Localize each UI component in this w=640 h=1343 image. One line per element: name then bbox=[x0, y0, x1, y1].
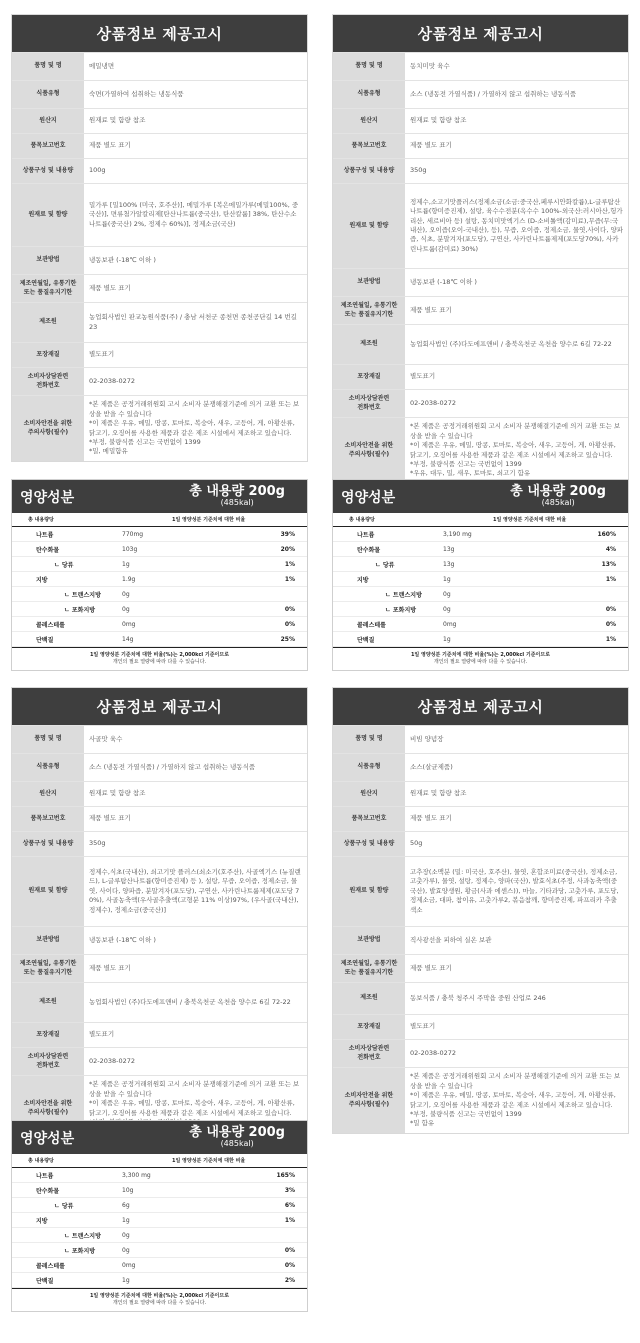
nutrient-name: 콜레스테롤 bbox=[36, 1262, 65, 1270]
total-amount: 총 내용량 200g bbox=[189, 1124, 285, 1140]
info-row-content bbox=[333, 831, 628, 856]
info-label-date: 제조연월일, 유통기한 또는 품질유지기한 bbox=[333, 955, 405, 982]
info-row-date bbox=[333, 954, 628, 982]
info-label-type: 식품유형 bbox=[333, 81, 405, 108]
info-value-packaging: 별도표기 bbox=[410, 1022, 436, 1031]
info-row-phone bbox=[12, 367, 307, 395]
nutrition-row bbox=[333, 542, 628, 557]
info-label-origin: 원산지 bbox=[333, 109, 405, 133]
info-value-storage: 냉동보관 (-18℃ 이하 ) bbox=[89, 255, 156, 264]
footnote-line-2: 개인의 필요 열량에 따라 다를 수 있습니다. bbox=[112, 1300, 207, 1306]
nutrition-row bbox=[12, 572, 307, 587]
nutrient-amount: 0g bbox=[443, 605, 451, 613]
info-row-phone bbox=[12, 1047, 307, 1075]
info-label-storage: 보관방법 bbox=[333, 927, 405, 954]
nutrition-total bbox=[189, 485, 299, 508]
info-label-name: 품명 및 명 bbox=[333, 726, 405, 753]
info-row-phone bbox=[333, 389, 628, 417]
info-label-report: 품목보고번호 bbox=[333, 807, 405, 831]
info-label-type: 식품유형 bbox=[12, 754, 84, 781]
info-row-origin bbox=[12, 781, 307, 806]
nutrient-name: ㄴ 포화지방 bbox=[64, 1247, 96, 1255]
info-value-type: 소스(살균제품) bbox=[410, 762, 453, 771]
info-row-packaging bbox=[333, 1014, 628, 1039]
info-label-name: 품명 및 명 bbox=[12, 53, 84, 80]
nutrition-row bbox=[12, 617, 307, 632]
info-value-ingredients: 밀가루 [밀100% (미국, 호주산)], 메밀가루 [복은메밀가루(메밀100%, 중국산)], 면류첨가알칼리제[탄산나트륨(중국산), 탄산칼륨] 38%, 탄산수소나트륨(중국산) 2%, 정제수 60%)], 정제소금(국산) bbox=[89, 200, 299, 228]
nutrient-amount: 0g bbox=[443, 590, 451, 598]
nutrient-amount: 0g bbox=[122, 605, 130, 613]
nutrition-row bbox=[333, 632, 628, 647]
nutrient-percent: 4% bbox=[605, 545, 616, 553]
info-value-name: 비빔 양념장 bbox=[410, 734, 444, 743]
nutrient-percent: 0% bbox=[605, 605, 616, 613]
nutrition-subheader bbox=[12, 1154, 307, 1168]
nutrient-name: ㄴ 당류 bbox=[375, 561, 395, 569]
nutrient-amount: 1g bbox=[443, 575, 451, 583]
info-row-caution bbox=[333, 1067, 628, 1133]
info-row-ingredients bbox=[333, 856, 628, 926]
info-label-name: 품명 및 명 bbox=[333, 53, 405, 80]
info-row-type bbox=[12, 753, 307, 781]
total-kcal: (485kal) bbox=[220, 1139, 254, 1149]
info-value-packaging: 별도표기 bbox=[410, 372, 436, 381]
nutrient-percent: 2% bbox=[284, 1276, 295, 1284]
footnote-line-2: 개인의 필요 열량에 따라 다를 수 있습니다. bbox=[112, 659, 207, 665]
info-value-origin: 원재료 및 함량 참조 bbox=[89, 116, 146, 125]
nutrient-amount: 103g bbox=[122, 545, 138, 553]
panel-title: 상품정보 제공고시 bbox=[333, 688, 628, 725]
info-value-name: 동치미맛 육수 bbox=[410, 61, 450, 70]
info-row-name bbox=[12, 725, 307, 753]
info-row-maker bbox=[333, 982, 628, 1014]
nutrient-percent: 25% bbox=[280, 635, 295, 643]
info-label-phone: 소비자상담관련 전화번호 bbox=[12, 1048, 84, 1075]
nutrient-amount: 770mg bbox=[122, 530, 144, 538]
nutrient-amount: 0g bbox=[122, 1246, 130, 1254]
info-row-maker bbox=[12, 982, 307, 1022]
nutrient-name: 나트륨 bbox=[36, 1172, 54, 1180]
info-label-content: 상품구성 및 내용량 bbox=[333, 159, 405, 183]
nutrition-row bbox=[12, 1258, 307, 1273]
nutrition-header bbox=[12, 1121, 307, 1154]
panel-title: 상품정보 제공고시 bbox=[12, 15, 307, 52]
footnote-line-1: 1일 영양성분 기준치에 대한 비율(%)는 2,000kcl 기준이므로 bbox=[89, 652, 230, 658]
nutrient-percent: 1% bbox=[605, 635, 616, 643]
nutrition-row bbox=[12, 1228, 307, 1243]
info-row-report bbox=[333, 806, 628, 831]
info-label-maker: 제조원 bbox=[333, 325, 405, 364]
nutrition-header bbox=[333, 480, 628, 513]
nutrition-panel-2 bbox=[332, 479, 629, 671]
info-value-content: 100g bbox=[89, 166, 106, 175]
info-row-origin bbox=[333, 781, 628, 806]
info-label-phone: 소비자상담관련 전화번호 bbox=[333, 1040, 405, 1067]
nutrient-percent: 160% bbox=[597, 530, 616, 538]
nutrient-name: 단백질 bbox=[357, 636, 375, 644]
info-row-phone bbox=[333, 1039, 628, 1067]
info-value-name: 메밀냉면 bbox=[89, 61, 115, 70]
info-panel-3 bbox=[11, 687, 308, 1142]
nutrient-name: ㄴ 당류 bbox=[54, 1202, 74, 1210]
nutrient-name: ㄴ 포화지방 bbox=[64, 606, 96, 614]
info-row-report bbox=[12, 133, 307, 158]
info-label-caution: 소비자안전을 위한 주의사항(필수) bbox=[12, 1076, 84, 1141]
info-label-packaging: 포장재질 bbox=[12, 1023, 84, 1047]
nutrient-percent: 1% bbox=[605, 575, 616, 583]
info-row-storage bbox=[333, 926, 628, 954]
info-value-storage: 직사광선을 피하여 실온 보관 bbox=[410, 935, 492, 944]
nutrition-total bbox=[189, 1126, 299, 1149]
info-label-origin: 원산지 bbox=[333, 782, 405, 806]
nutrition-row bbox=[12, 587, 307, 602]
info-value-content: 350g bbox=[89, 839, 106, 848]
nutrient-amount: 1.9g bbox=[122, 575, 136, 583]
panel-title: 상품정보 제공고시 bbox=[333, 15, 628, 52]
info-label-date: 제조연월일, 유통기한 또는 품질유지기한 bbox=[12, 275, 84, 302]
footnote-line-2: 개인의 필요 열량에 따라 다를 수 있습니다. bbox=[433, 659, 528, 665]
info-value-origin: 원재료 및 함량 참조 bbox=[89, 789, 146, 798]
nutrient-name: ㄴ 당류 bbox=[54, 561, 74, 569]
info-label-storage: 보관방법 bbox=[12, 247, 84, 274]
nutrition-row bbox=[333, 587, 628, 602]
info-row-report bbox=[333, 133, 628, 158]
info-value-content: 50g bbox=[410, 839, 423, 848]
nutrition-row bbox=[12, 1198, 307, 1213]
nutrient-name: 단백질 bbox=[36, 1277, 54, 1285]
nutrition-row bbox=[12, 1183, 307, 1198]
info-panel-4 bbox=[332, 687, 629, 1134]
info-value-storage: 냉동보관 (-18℃ 이하 ) bbox=[89, 935, 156, 944]
info-row-content bbox=[12, 158, 307, 183]
info-label-ingredients: 원재료 및 함량 bbox=[12, 184, 84, 246]
info-label-date: 제조연월일, 유통기한 또는 품질유지기한 bbox=[333, 297, 405, 324]
info-value-phone: 02-2038-0272 bbox=[89, 376, 136, 385]
nutrition-row bbox=[12, 1213, 307, 1228]
total-kcal: (485kal) bbox=[220, 498, 254, 508]
col-per-total: 총 내용량당 bbox=[28, 517, 54, 523]
info-row-ingredients bbox=[333, 183, 628, 268]
nutrition-subheader bbox=[333, 513, 628, 527]
info-label-phone: 소비자상담관련 전화번호 bbox=[333, 390, 405, 417]
nutrient-amount: 1g bbox=[443, 635, 451, 643]
nutrition-title: 영양성분 bbox=[20, 489, 75, 506]
nutrition-panel-1 bbox=[11, 479, 308, 671]
info-label-caution: 소비자안전을 위한 주의사항(필수) bbox=[333, 1068, 405, 1133]
nutrient-amount: 6g bbox=[122, 1201, 130, 1209]
nutrient-name: 탄수화물 bbox=[357, 546, 381, 554]
nutrient-amount: 1g bbox=[122, 560, 130, 568]
info-label-caution: 소비자안전을 위한 주의사항(필수) bbox=[333, 418, 405, 483]
info-row-ingredients bbox=[12, 183, 307, 246]
col-daily-ratio: 1일 영양성분 기준치에 대한 비율 bbox=[493, 517, 567, 523]
nutrient-name: 나트륨 bbox=[357, 531, 375, 539]
nutrition-row bbox=[333, 602, 628, 617]
info-row-origin bbox=[333, 108, 628, 133]
nutrient-percent: 0% bbox=[284, 1261, 295, 1269]
info-label-date: 제조연월일, 유통기한 또는 품질유지기한 bbox=[12, 955, 84, 982]
nutrition-title: 영양성분 bbox=[20, 1130, 75, 1147]
info-label-maker: 제조원 bbox=[333, 983, 405, 1014]
nutrient-name: 탄수화물 bbox=[36, 546, 60, 554]
nutrient-name: ㄴ 트랜스지방 bbox=[385, 591, 422, 599]
info-row-packaging bbox=[12, 1022, 307, 1047]
info-row-storage bbox=[12, 246, 307, 274]
info-value-maker: 농업회사법인 (주)다도에프앤비 / 충북옥천군 옥천읍 양수로 6길 72-22 bbox=[89, 997, 291, 1006]
info-label-ingredients: 원재료 및 함량 bbox=[333, 184, 405, 268]
info-value-name: 사골맛 육수 bbox=[89, 734, 123, 743]
nutrition-row bbox=[12, 1243, 307, 1258]
nutrient-percent: 1% bbox=[284, 560, 295, 568]
nutrient-percent: 165% bbox=[276, 1171, 295, 1179]
info-value-type: 소스 (냉동전 가열식품) / 가열하지 않고 섭취하는 냉동식품 bbox=[89, 762, 256, 771]
info-value-ingredients: 정제수,식초(국내산), 쇠고기맛 플러스(쇠소기(호주산), 사골엑기스 (뉴질랜드), L-글루탐산나트륨(향미증진제) 등 ), 설탕, 무즙, 오이즙, 정제소금, 물엿, 사이다, 양파즙, 분말겨자(포도당), 구연산, 사카린나트륨제제(포도당 70%), 사골농축액(우사골추출액(고형분 11% 이상)97%, (우사골(국내산), 정제수), 정제소금(중국산)] bbox=[89, 867, 301, 914]
info-row-caution bbox=[333, 417, 628, 483]
info-value-date: 제품 별도 표기 bbox=[410, 305, 452, 314]
nutrient-name: 나트륨 bbox=[36, 531, 54, 539]
nutrition-row bbox=[12, 527, 307, 542]
info-row-report bbox=[12, 806, 307, 831]
info-label-origin: 원산지 bbox=[12, 109, 84, 133]
info-value-report: 제품 별도 표기 bbox=[410, 141, 452, 150]
nutrition-row bbox=[12, 632, 307, 647]
info-row-packaging bbox=[333, 364, 628, 389]
nutrition-total bbox=[510, 485, 620, 508]
nutrition-row bbox=[333, 527, 628, 542]
info-value-phone: 02-2038-0272 bbox=[89, 1056, 136, 1065]
info-row-ingredients bbox=[12, 856, 307, 926]
info-row-caution bbox=[12, 395, 307, 461]
info-value-packaging: 별도표기 bbox=[89, 350, 115, 359]
nutrient-amount: 0g bbox=[122, 1231, 130, 1239]
info-row-date bbox=[12, 274, 307, 302]
info-panel-2 bbox=[332, 14, 629, 484]
nutrient-amount: 14g bbox=[122, 635, 134, 643]
info-label-maker: 제조원 bbox=[12, 303, 84, 342]
info-value-phone: 02-2038-0272 bbox=[410, 1048, 457, 1057]
nutrition-row bbox=[12, 1168, 307, 1183]
nutrient-name: 콜레스테롤 bbox=[36, 621, 65, 629]
info-value-date: 제품 별도 표기 bbox=[410, 963, 452, 972]
info-label-report: 품목보고번호 bbox=[333, 134, 405, 158]
footnote-line-1: 1일 영양성분 기준치에 대한 비율(%)는 2,000kcl 기준이므로 bbox=[89, 1293, 230, 1299]
info-row-type bbox=[333, 753, 628, 781]
info-label-report: 품목보고번호 bbox=[12, 807, 84, 831]
total-amount: 총 내용량 200g bbox=[189, 483, 285, 499]
info-value-caution: *본 제품은 공정거래위원회 고시 소비자 분쟁해결기준에 의거 교환 또는 보상을 받을 수 있습니다 *이 제품은 우유, 메밀, 땅콩, 토마토, 복숭아, 새우, 고등어, 게, 아황산류, 닭고기, 오징어를 사용한 제품과 같은 제조 시설에서 제조하고 있습니다. *부정, 불량식품 신고는 국번없이 1399 *밀, 메밀함유 bbox=[89, 400, 300, 456]
nutrient-amount: 13g bbox=[443, 545, 455, 553]
nutrient-percent: 1% bbox=[284, 1216, 295, 1224]
total-amount: 총 내용량 200g bbox=[510, 483, 606, 499]
info-row-name bbox=[12, 52, 307, 80]
info-label-origin: 원산지 bbox=[12, 782, 84, 806]
info-row-name bbox=[333, 725, 628, 753]
nutrient-name: 지방 bbox=[36, 576, 48, 584]
info-row-storage bbox=[12, 926, 307, 954]
col-daily-ratio: 1일 영양성분 기준치에 대한 비율 bbox=[172, 1158, 246, 1164]
info-label-ingredients: 원재료 및 함량 bbox=[333, 857, 405, 926]
nutrient-amount: 0mg bbox=[122, 620, 136, 628]
info-row-date bbox=[333, 296, 628, 324]
nutrient-amount: 0g bbox=[122, 590, 130, 598]
nutrition-row bbox=[333, 557, 628, 572]
info-value-origin: 원재료 및 함량 참조 bbox=[410, 116, 467, 125]
info-value-maker: 농업회사법인 (주)다도에프앤비 / 충북옥천군 옥천읍 양수로 6길 72-22 bbox=[410, 339, 612, 348]
info-value-phone: 02-2038-0272 bbox=[410, 398, 457, 407]
nutrient-percent: 13% bbox=[601, 560, 616, 568]
nutrient-name: ㄴ 트랜스지방 bbox=[64, 1232, 101, 1240]
info-row-date bbox=[12, 954, 307, 982]
nutrition-row bbox=[12, 602, 307, 617]
info-value-caution: *본 제품은 공정거래위원회 고시 소비자 분쟁해결기준에 의거 교환 또는 보상을 받을 수 있습니다 *이 제품은 우유, 메밀, 땅콩, 토마토, 복숭아, 새우, 고등어, 게, 아황산류, 닭고기, 오징어를 사용한 제품과 같은 제조 시설에서 제조하고 있습니다. *부정, 불량식품 신고는 국번없이 1399 *우유, 대두, 밀, 새우, 토마토, 쇠고기 함유 bbox=[410, 422, 621, 478]
info-value-type: 숙면(가열하여 섭취하는 냉동식품 bbox=[89, 89, 184, 98]
panel-title: 상품정보 제공고시 bbox=[12, 688, 307, 725]
info-value-storage: 냉동보관 (-18℃ 이하 ) bbox=[410, 277, 477, 286]
info-label-type: 식품유형 bbox=[12, 81, 84, 108]
nutrient-amount: 0mg bbox=[122, 1261, 136, 1269]
nutrient-amount: 3,190 mg bbox=[443, 530, 472, 538]
nutrient-percent: 0% bbox=[605, 620, 616, 628]
col-daily-ratio: 1일 영양성분 기준치에 대한 비율 bbox=[172, 517, 246, 523]
nutrient-amount: 0mg bbox=[443, 620, 457, 628]
info-label-maker: 제조원 bbox=[12, 983, 84, 1022]
info-label-packaging: 포장재질 bbox=[333, 365, 405, 389]
info-value-date: 제품 별도 표기 bbox=[89, 283, 131, 292]
nutrient-name: 지방 bbox=[357, 576, 369, 584]
info-label-name: 품명 및 명 bbox=[12, 726, 84, 753]
info-value-caution: *본 제품은 공정거래위원회 고시 소비자 분쟁해결기준에 의거 교환 또는 보상을 받을 수 있습니다 *이 제품은 우유, 메밀, 땅콩, 토마토, 복숭아, 새우, 고등어, 게, 아황산류, 닭고기, 오징어를 사용한 제품과 같은 제조 시설에서 제조하고 있습니다. *부정, 불량식품 신고는 국번없이 1399 *밀 함유 bbox=[410, 1072, 621, 1128]
info-label-content: 상품구성 및 내용량 bbox=[12, 159, 84, 183]
col-per-total: 총 내용량당 bbox=[28, 1158, 54, 1164]
nutrition-panel-3 bbox=[11, 1120, 308, 1312]
info-value-origin: 원재료 및 함량 참조 bbox=[410, 789, 467, 798]
nutrient-amount: 1g bbox=[122, 1276, 130, 1284]
nutrition-row bbox=[12, 542, 307, 557]
info-value-report: 제품 별도 표기 bbox=[410, 814, 452, 823]
info-row-packaging bbox=[12, 342, 307, 367]
info-value-packaging: 별도표기 bbox=[89, 1030, 115, 1039]
footnote-line-1: 1일 영양성분 기준치에 대한 비율(%)는 2,000kcl 기준이므로 bbox=[410, 652, 551, 658]
info-label-type: 식품유형 bbox=[333, 754, 405, 781]
info-value-ingredients: 고추장(소맥분 (밀: 미국산, 호주산), 물엿, 혼합조미료(중국산), 정제소금, 고춧가루), 물엿, 설탕, 정제수, 양파(국산), 발효식초(주정, 사과농축액(중국산), 발효양생원, 황금(사과 에센스)), 마늘, 기타과당, 고춧가루, 포도당, 정제소금, 대파, 참이유, 고춧가루2, 볶음참깨, 향미증진제, 파프리카 추출색소 bbox=[410, 867, 619, 914]
info-label-phone: 소비자상담관련 전화번호 bbox=[12, 368, 84, 395]
info-row-storage bbox=[333, 268, 628, 296]
info-row-maker bbox=[333, 324, 628, 364]
nutrition-header bbox=[12, 480, 307, 513]
nutrient-name: 콜레스테롤 bbox=[357, 621, 386, 629]
info-label-packaging: 포장재질 bbox=[333, 1015, 405, 1039]
nutrient-amount: 3,300 mg bbox=[122, 1171, 151, 1179]
info-label-report: 품목보고번호 bbox=[12, 134, 84, 158]
nutrient-name: 탄수화물 bbox=[36, 1187, 60, 1195]
nutrition-row bbox=[333, 617, 628, 632]
nutrient-percent: 0% bbox=[284, 605, 295, 613]
info-row-type bbox=[333, 80, 628, 108]
info-value-type: 소스 (냉동전 가열식품) / 가열하지 않고 섭취하는 냉동식품 bbox=[410, 89, 577, 98]
info-label-ingredients: 원재료 및 함량 bbox=[12, 857, 84, 926]
info-row-content bbox=[12, 831, 307, 856]
nutrient-name: ㄴ 포화지방 bbox=[385, 606, 417, 614]
nutrient-percent: 3% bbox=[284, 1186, 295, 1194]
nutrition-subheader bbox=[12, 513, 307, 527]
info-value-report: 제품 별도 표기 bbox=[89, 814, 131, 823]
info-row-name bbox=[333, 52, 628, 80]
info-value-date: 제품 별도 표기 bbox=[89, 963, 131, 972]
nutrient-amount: 1g bbox=[122, 1216, 130, 1224]
col-per-total: 총 내용량당 bbox=[349, 517, 375, 523]
info-label-storage: 보관방법 bbox=[12, 927, 84, 954]
nutrition-title: 영양성분 bbox=[341, 489, 396, 506]
info-row-type bbox=[12, 80, 307, 108]
info-panel-1 bbox=[11, 14, 308, 462]
nutrient-name: 단백질 bbox=[36, 636, 54, 644]
nutrition-row bbox=[12, 557, 307, 572]
nutrient-amount: 10g bbox=[122, 1186, 134, 1194]
info-row-maker bbox=[12, 302, 307, 342]
nutrient-percent: 0% bbox=[284, 1246, 295, 1254]
total-kcal: (485kal) bbox=[541, 498, 575, 508]
nutrient-percent: 39% bbox=[280, 530, 295, 538]
info-value-content: 350g bbox=[410, 166, 427, 175]
nutrient-percent: 20% bbox=[280, 545, 295, 553]
info-value-caution: *본 제품은 공정거래위원회 고시 소비자 분쟁해결기준에 의거 교환 또는 보상을 받을 수 있습니다 *이 제품은 우유, 메밀, 땅콩, 토마토, 복숭아, 새우, 고등어, 게, 아황산류, 닭고기, 오징어를 사용한 제품과 같은 제조 시설에서 제조하고 있습니다. bbox=[89, 1080, 300, 1117]
nutrient-percent: 0% bbox=[284, 620, 295, 628]
info-label-storage: 보관방법 bbox=[333, 269, 405, 296]
info-value-report: 제품 별도 표기 bbox=[89, 141, 131, 150]
nutrient-percent: 1% bbox=[284, 575, 295, 583]
info-value-maker: 농업회사법인 판교농원식품(주) / 충남 서천군 종천면 종천공단길 14 번길 23 bbox=[89, 313, 297, 331]
nutrition-footnote bbox=[333, 647, 628, 670]
info-label-content: 상품구성 및 내용량 bbox=[333, 832, 405, 856]
nutrient-percent: 6% bbox=[284, 1201, 295, 1209]
nutrition-row bbox=[12, 1273, 307, 1288]
nutrition-row bbox=[333, 572, 628, 587]
info-value-ingredients: 정제수,소고기맛플러스(정제소금(소금:중국산,페루시안화칼륨),L-글루탐산나트륨(향미증진제), 설탕, 육수수전분(옥수수 100%-외국산:러시아산,헝가리산, 세르비아 등) 설탕, 동치미맛엑기스 (D-소비톨액(감미료),무즙(무:국내산), 오이즙(오이-국내산), 등), 무즙, 오이즙, 정제소금, 물엿,사이다, 양파즙, 식초, 분말겨자(포도당), 구연산, 사카린나트륨제제(포도당70%), 사카린나트륨(감미료) 30%) bbox=[410, 197, 624, 253]
info-value-maker: 동보식품 / 충북 청주시 주막읍 중원 산업로 246 bbox=[410, 993, 546, 1002]
nutrient-amount: 13g bbox=[443, 560, 455, 568]
info-label-caution: 소비자안전을 위한 주의사항(필수) bbox=[12, 396, 84, 461]
nutrition-footnote bbox=[12, 647, 307, 670]
nutrient-name: ㄴ 트랜스지방 bbox=[64, 591, 101, 599]
nutrient-name: 지방 bbox=[36, 1217, 48, 1225]
info-row-content bbox=[333, 158, 628, 183]
nutrition-footnote bbox=[12, 1288, 307, 1311]
info-row-origin bbox=[12, 108, 307, 133]
info-label-packaging: 포장재질 bbox=[12, 343, 84, 367]
info-label-content: 상품구성 및 내용량 bbox=[12, 832, 84, 856]
